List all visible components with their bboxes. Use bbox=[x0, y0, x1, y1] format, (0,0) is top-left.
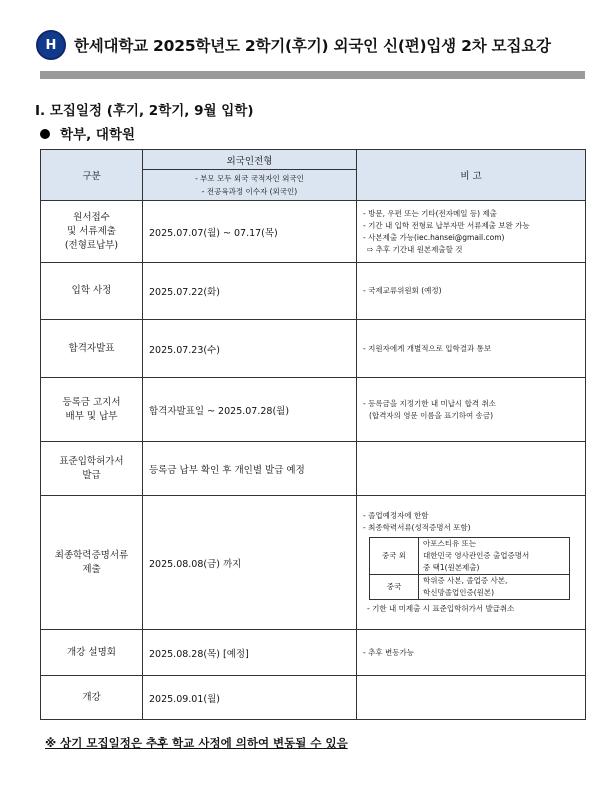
requirement-line: 아포스티유 또는 bbox=[423, 539, 477, 548]
row-notes bbox=[357, 263, 586, 320]
row-label-line: (전형료납부) bbox=[64, 239, 119, 251]
note-line: - 국제교류위원회 (예정) bbox=[363, 286, 442, 295]
note-line: - 방문, 우편 또는 기타(전자메일 등) 제출 bbox=[363, 208, 497, 218]
note-line: - 지원자에게 개별적으로 입학결과 통보 bbox=[363, 343, 492, 353]
table-row bbox=[41, 630, 586, 676]
note-line: - 등록금을 지정기한 내 미납시 합격 취소 bbox=[363, 398, 496, 408]
row-label: 개강 bbox=[41, 676, 143, 720]
document-title: 한세대학교 2025학년도 2학기(후기) 외국인 신(편)입생 2차 모집요강 bbox=[74, 37, 551, 55]
row-label: 개강 설명회 bbox=[41, 630, 143, 676]
note-line: - 최종학력서류(성적증명서 포함) bbox=[363, 523, 471, 532]
schedule-table bbox=[40, 149, 586, 720]
row-notes bbox=[357, 201, 586, 263]
section-subtitle bbox=[40, 123, 135, 143]
type-condition-2: - 전공육과정 이수자 (외국인) bbox=[201, 187, 298, 196]
row-value: 2025.09.01(월) bbox=[143, 676, 357, 720]
row-label bbox=[41, 201, 143, 263]
table-row bbox=[41, 201, 586, 263]
type-condition-1: - 부모 모두 외국 국적자인 외국인 bbox=[195, 174, 304, 183]
row-notes bbox=[357, 630, 586, 676]
row-label-line: 원서접수 bbox=[73, 211, 110, 223]
requirement-line: 중 택1(원본제출) bbox=[423, 563, 480, 572]
row-label: 합격자발표 bbox=[41, 320, 143, 378]
header-type-conditions bbox=[143, 170, 357, 201]
requirement-row bbox=[370, 575, 570, 600]
section-subtitle-text: 학부, 대학원 bbox=[60, 127, 136, 143]
note-line: - 기한 내 미제출 시 표준입학허가서 발급취소 bbox=[367, 604, 515, 613]
requirement-region: 중국 bbox=[370, 575, 419, 600]
row-notes bbox=[357, 378, 586, 442]
header bbox=[36, 30, 551, 60]
section-title: Ⅰ. 모집일정 (후기, 2학기, 9월 입학) bbox=[35, 103, 254, 119]
note-line: - 기간 내 입학 전형료 납부자만 서류제출 보완 가능 bbox=[363, 220, 530, 230]
row-label-line: 및 서류제출 bbox=[67, 225, 116, 237]
row-label-line: 표준입학허가서 bbox=[59, 455, 124, 467]
requirement-row bbox=[370, 538, 570, 575]
row-value: 2025.08.08(금) 까지 bbox=[143, 496, 357, 630]
row-value: 합격자발표일 ~ 2025.07.28(월) bbox=[143, 378, 357, 442]
row-label-line: 최종학력증명서류 bbox=[54, 549, 129, 561]
table-row bbox=[41, 442, 586, 496]
row-value: 2025.08.28(목) [예정] bbox=[143, 630, 357, 676]
row-label-line: 발급 bbox=[82, 469, 101, 481]
note-line: - 추후 변동가능 bbox=[363, 647, 414, 657]
table-row bbox=[41, 320, 586, 378]
table-row bbox=[41, 496, 586, 630]
header-foreigner-type: 외국인전형 bbox=[143, 150, 357, 170]
row-value: 등록금 납부 확인 후 개인별 발급 예정 bbox=[143, 442, 357, 496]
requirement-region: 중국 외 bbox=[370, 538, 419, 575]
header-remarks: 비 고 bbox=[357, 150, 586, 201]
table-row bbox=[41, 378, 586, 442]
bullet-icon bbox=[40, 129, 50, 139]
row-value: 2025.07.07(월) ~ 07.17(목) bbox=[143, 201, 357, 263]
requirement-detail bbox=[419, 575, 570, 600]
table-row bbox=[41, 676, 586, 720]
requirement-line: 학위증 사본, 졸업증 사본, bbox=[423, 576, 508, 585]
requirement-line: 학신망졸업인증(원본) bbox=[423, 588, 495, 597]
row-label-line: 등록금 고지서 bbox=[62, 396, 121, 408]
row-value: 2025.07.23(수) bbox=[143, 320, 357, 378]
requirement-detail bbox=[419, 538, 570, 575]
header-category: 구분 bbox=[41, 150, 143, 201]
title-divider bbox=[40, 71, 585, 79]
row-notes bbox=[357, 320, 586, 378]
row-label bbox=[41, 442, 143, 496]
row-value: 2025.07.22(화) bbox=[143, 263, 357, 320]
note-line: (합격자의 영문 이름을 표기하여 송금) bbox=[369, 410, 494, 420]
note-line: - 졸업예정자에 한함 bbox=[363, 511, 429, 520]
row-label bbox=[41, 496, 143, 630]
row-label: 입학 사정 bbox=[41, 263, 143, 320]
university-logo-icon: H bbox=[36, 30, 66, 60]
row-label-line: 제출 bbox=[82, 563, 101, 575]
row-notes bbox=[357, 442, 586, 496]
table-row bbox=[41, 263, 586, 320]
footer-note: ※ 상기 모집일정은 추후 학교 사정에 의하여 변동될 수 있음 bbox=[45, 736, 348, 750]
document-requirements-table bbox=[369, 537, 570, 600]
row-notes bbox=[357, 676, 586, 720]
row-notes bbox=[357, 496, 586, 630]
note-line: ⇨ 추후 기간내 원본제출할 것 bbox=[367, 244, 463, 254]
requirement-line: 대한민국 영사관인증 출업증명서 bbox=[423, 551, 530, 560]
row-label-line: 배부 및 납부 bbox=[65, 410, 118, 422]
row-label bbox=[41, 378, 143, 442]
note-line: - 사본제출 가능(iec.hansei@gmail.com) bbox=[363, 232, 505, 242]
